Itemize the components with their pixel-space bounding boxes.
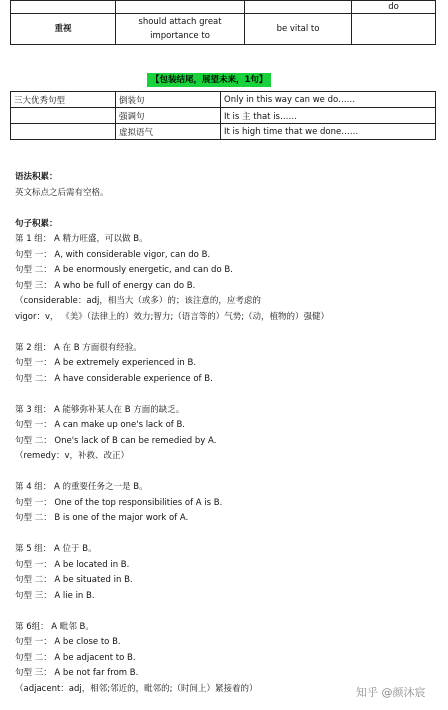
blank-line [15, 527, 445, 543]
text-line: 第 1 组： A 精力旺盛，可以做 B。 [15, 234, 148, 244]
table-cell: be vital to [245, 14, 352, 45]
text-line: 句型 二： A be situated in B. [15, 575, 133, 585]
text-line: 第 4 组： A 的重要任务之一是 B。 [15, 482, 148, 492]
text-line: 句型 一： A can make up one's lack of B. [15, 420, 185, 430]
blank-line [15, 465, 445, 481]
table-cell [116, 1, 245, 14]
text-line: 句型 三： A be not far from B. [15, 668, 139, 678]
blank-line [15, 201, 445, 217]
vocab-table [10, 0, 436, 45]
section-heading: 语法积累： [15, 172, 58, 182]
table-cell: 倒装句 [116, 92, 221, 108]
watermark: 知乎 @颜沐宸 [356, 686, 426, 699]
text-line: （adjacent：adj，相邻;邻近的，毗邻的;（时间上）紧接着的） [15, 683, 258, 694]
table-cell: 三大优秀句型 [11, 92, 116, 108]
table-cell: should attach great importance to [116, 14, 245, 45]
table-cell [11, 1, 116, 14]
table-cell [245, 1, 352, 14]
table-cell: 强调句 [116, 108, 221, 124]
section-banner: 【包装结尾，展望未来，1句】 [147, 73, 271, 87]
text-line: 句型 一： A, with considerable vigor, can do B. [15, 249, 211, 260]
table-row [11, 108, 436, 124]
text-line: （considerable：adj，相当大（或多）的；该注意的，应考虑的 [15, 296, 261, 306]
table-row [11, 124, 436, 140]
text-line: 第 5 组： A 位于 B。 [15, 544, 97, 554]
table-cell: Only in this way can we do…… [221, 92, 436, 108]
table-row [11, 14, 436, 45]
sentence-pattern-table [10, 91, 436, 140]
text-line: 第 6组： A 毗邻 B。 [15, 621, 94, 632]
text-line: 句型 一： One of the top responsibilities of A is B. [15, 497, 223, 508]
table-cell: 重视 [11, 14, 116, 45]
text-line: 句型 三： A lie in B. [15, 590, 95, 601]
table-cell [11, 108, 116, 124]
table-cell [352, 14, 436, 45]
table-row [11, 92, 436, 108]
text-line: 句型 二： A be adjacent to B. [15, 652, 136, 663]
text-line: （remedy：v，补救、改正） [15, 451, 130, 461]
text-line: 句型 三： A who be full of energy can do B. [15, 280, 196, 291]
text-line: 第 2 组： A 在 B 方面很有经验。 [15, 342, 142, 353]
table-cell: do [352, 1, 436, 14]
text-line: 第 3 组： A 能够弥补某人在 B 方面的缺乏。 [15, 404, 185, 415]
text-line: 句型 二： B is one of the major work of A. [15, 513, 189, 523]
text-line: 句型 一： A be extremely experienced in B. [15, 358, 197, 368]
text-line: 句型 一： A be close to B. [15, 637, 121, 647]
blank-line [15, 604, 445, 620]
text-line: 英文标点之后需有空格。 [15, 187, 109, 198]
text-line: 句型 一： A be located in B. [15, 559, 130, 570]
body-text [15, 170, 445, 697]
table-cell [11, 124, 116, 140]
table-cell: 虚拟语气 [116, 124, 221, 140]
text-line: vigor：v， 《美》（法律上的）效力;智力;（语言等的）气势;（动，植物的）强健） [15, 311, 330, 322]
section-heading: 句子积累： [15, 218, 58, 229]
text-line: 句型 二： One's lack of B can be remedied by A. [15, 435, 217, 446]
text-line: 句型 二： A have considerable experience of B. [15, 373, 213, 384]
blank-line [15, 325, 445, 341]
text-line: 句型 二： A be enormously energetic, and can do B. [15, 265, 233, 275]
table-cell: It is high time that we done…… [221, 124, 436, 140]
blank-line [15, 387, 445, 403]
table-row [11, 1, 436, 14]
table-cell: It is 主 that is…… [221, 108, 436, 124]
